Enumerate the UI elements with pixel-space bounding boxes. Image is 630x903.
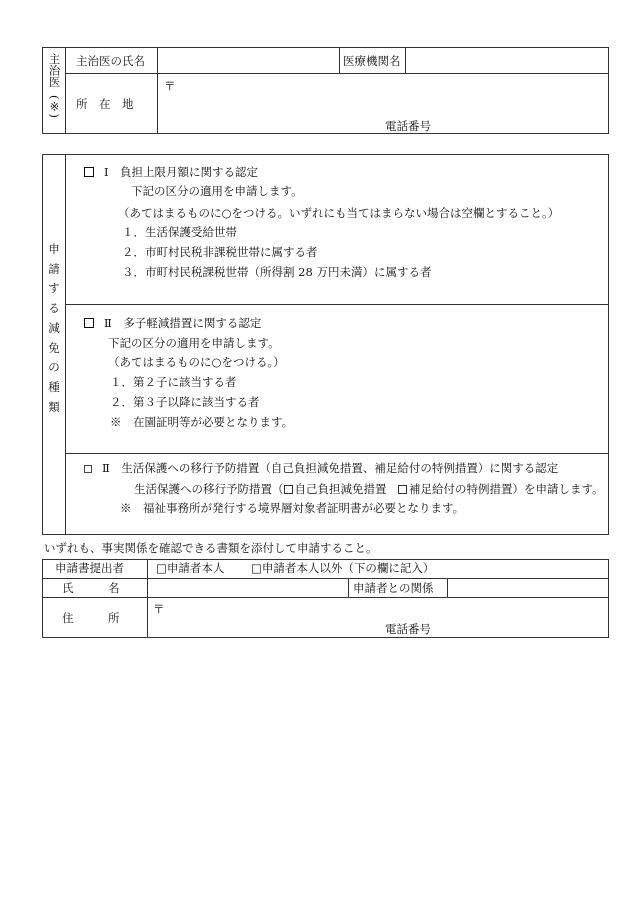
submitter-row-divider-2 bbox=[42, 597, 609, 598]
attachment-notice: いずれも、事実関係を確認できる書類を添付して申請すること。 bbox=[44, 541, 378, 555]
doctor-address-label: 所 在 地 bbox=[76, 97, 134, 111]
submitter-address-label: 住 所 bbox=[62, 611, 120, 625]
reduction-side-divider bbox=[65, 154, 66, 535]
doctor-institution-field[interactable] bbox=[410, 55, 605, 69]
section2-title-text: Ⅱ 多子軽減措置に関する認定 bbox=[104, 316, 262, 330]
submitter-relation-field[interactable] bbox=[452, 582, 602, 595]
section3-checkbox[interactable] bbox=[84, 465, 92, 473]
submitter-relation-label: 申請者との関係 bbox=[353, 581, 434, 595]
doctor-side-mark: (※) bbox=[47, 95, 62, 118]
doctor-side-divider bbox=[65, 47, 66, 134]
section2-title bbox=[84, 317, 261, 330]
reduction-section-divider-1 bbox=[65, 304, 609, 305]
doctor-institution-label: 医療機関名 bbox=[343, 54, 401, 68]
doctor-name-field[interactable] bbox=[162, 55, 334, 69]
section3-option1-label: 自己負担減免措置 bbox=[294, 482, 387, 496]
section1-line1: 下記の区分の適用を申請します。 bbox=[131, 184, 303, 198]
section1-title-text: Ⅰ 負担上限月額に関する認定 bbox=[104, 165, 259, 179]
section1-item-1[interactable]: １．生活保護受給世帯 bbox=[122, 225, 237, 239]
section2-line1: 下記の区分の適用を申請します。 bbox=[108, 336, 280, 350]
doctor-label-divider bbox=[157, 47, 158, 134]
section3-line1-pre: 生活保護への移行予防措置（ bbox=[134, 482, 284, 496]
section2-item-1[interactable]: １．第２子に該当する者 bbox=[110, 375, 237, 389]
doctor-institution-divider-left bbox=[339, 47, 340, 73]
submitter-option-self[interactable]: □申請者本人 bbox=[156, 561, 225, 575]
doctor-phone-label: 電話番号 bbox=[385, 119, 431, 133]
submitter-relation-divider-left bbox=[348, 578, 349, 597]
doctor-address-field[interactable] bbox=[176, 80, 596, 116]
doctor-name-label: 主治医の氏名 bbox=[76, 54, 145, 68]
submitter-row-divider-1 bbox=[42, 578, 609, 579]
section2-checkbox[interactable] bbox=[84, 318, 94, 328]
section2-note: ※ 在園証明等が必要となります。 bbox=[110, 415, 294, 429]
submitter-phone-label: 電話番号 bbox=[385, 622, 431, 636]
submitter-name-field[interactable] bbox=[152, 582, 342, 595]
reduction-side-label: 申 請 す る 減 免 の 種 類 bbox=[48, 242, 60, 414]
section3-line1 bbox=[134, 483, 604, 496]
section3-option2-label: 補足給付の特例措置 bbox=[409, 482, 513, 496]
section1-item-3[interactable]: ３．市町村民税課税世帯（所得割 28 万円未満）に属する者 bbox=[122, 265, 432, 279]
section3-title-text: Ⅱ 生活保護への移行予防措置（自己負担減免措置、補足給付の特例措置）に関する認定 bbox=[102, 461, 559, 475]
section1-item-2[interactable]: ２．市町村民税非課税世帯に属する者 bbox=[122, 245, 318, 259]
section1-line2: （あてはまるものに○をつける。いずれにも当てはまらない場合は空欄とすること。） bbox=[118, 206, 560, 220]
submitter-option-other[interactable]: □申請者本人以外（下の欄に記入） bbox=[251, 561, 435, 575]
section1-title bbox=[84, 166, 258, 179]
section3-line1-post: ）を申請します。 bbox=[512, 482, 604, 496]
section1-checkbox[interactable] bbox=[84, 167, 94, 177]
section3-option2-checkbox[interactable] bbox=[398, 485, 407, 494]
doctor-table-row-divider bbox=[65, 73, 609, 74]
doctor-side-label: 主治医 bbox=[47, 53, 62, 88]
section2-item-2[interactable]: ２．第３子以降に該当する者 bbox=[110, 395, 260, 409]
submitter-name-label: 氏 名 bbox=[62, 581, 120, 595]
section3-note: ※ 福祉事務所が発行する境界層対象者証明書が必要となります。 bbox=[120, 501, 465, 515]
doctor-postal-mark: 〒 bbox=[164, 79, 176, 93]
submitter-relation-divider-right bbox=[447, 578, 448, 597]
submitter-address-field[interactable] bbox=[166, 603, 596, 621]
section3-option1-checkbox[interactable] bbox=[284, 485, 293, 494]
reduction-section-divider-2 bbox=[65, 453, 609, 454]
doctor-institution-divider-right bbox=[405, 47, 406, 73]
submitter-label-divider bbox=[147, 559, 148, 638]
section3-title bbox=[84, 462, 558, 475]
submitter-label: 申請書提出者 bbox=[55, 561, 124, 575]
submitter-postal-mark: 〒 bbox=[153, 602, 165, 616]
section2-line2: （あてはまるものに○をつける。） bbox=[108, 355, 285, 369]
